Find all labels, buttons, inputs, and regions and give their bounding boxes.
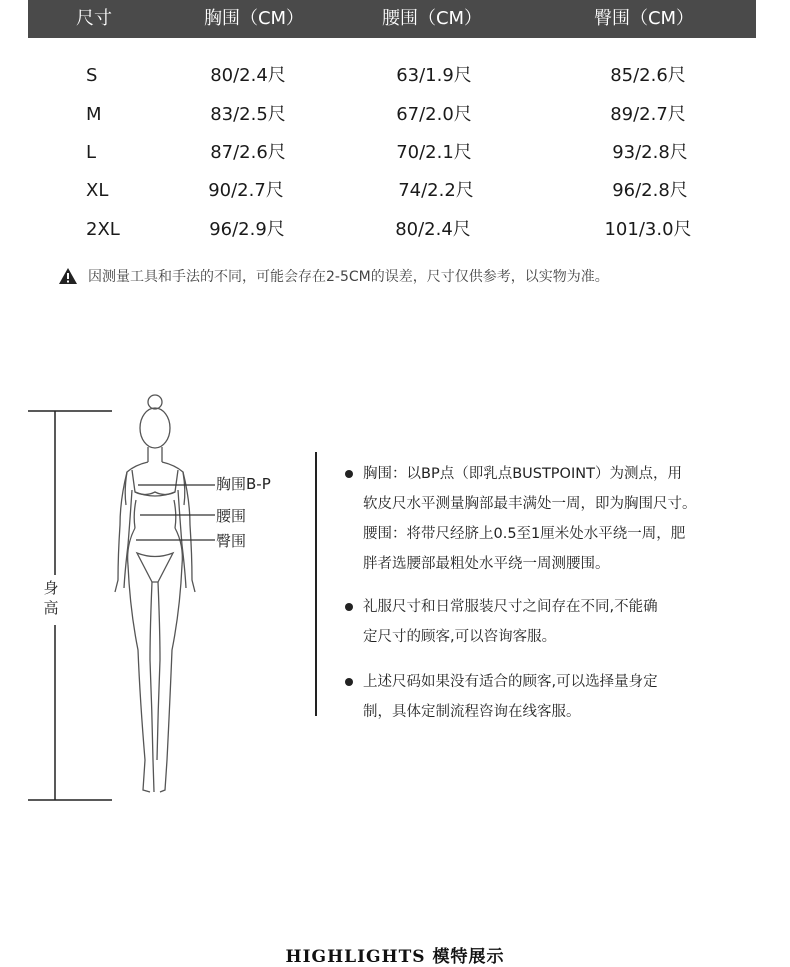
size-cell: M [86, 104, 102, 125]
info-text: 胸围：以BP点（即乳点BUSTPOINT）为测点，用 [363, 466, 682, 482]
header-bust: 胸围（CM） [203, 8, 305, 29]
size-cell: 2XL [86, 219, 120, 240]
header-size: 尺寸 [76, 8, 112, 29]
hip-cell: 85/2.6尺 [610, 65, 686, 86]
info-paragraph-measurement [345, 459, 697, 579]
info-text: 软皮尺水平测量胸部最丰满处一周，即为胸围尺寸。 [363, 496, 697, 512]
waist-cell: 80/2.4尺 [395, 219, 471, 240]
header-waist: 腰围（CM） [381, 8, 483, 29]
bust-cell: 80/2.4尺 [210, 65, 286, 86]
hip-cell: 93/2.8尺 [612, 142, 688, 163]
size-cell: S [86, 65, 98, 86]
warning-icon [58, 267, 78, 285]
size-cell: L [86, 142, 97, 163]
bust-cell: 90/2.7尺 [208, 180, 284, 201]
hip-cell: 101/3.0尺 [604, 219, 692, 240]
table-row [0, 134, 790, 172]
info-text: 礼服尺寸和日常服装尺寸之间存在不同,不能确 [363, 599, 658, 615]
table-row [0, 172, 790, 210]
measurement-note [58, 266, 609, 286]
info-text: 定尺寸的顾客,可以咨询客服。 [363, 629, 557, 645]
waist-label: 腰围 [216, 507, 247, 525]
table-row [0, 96, 790, 134]
size-table-header [28, 0, 756, 38]
waist-cell: 67/2.0尺 [396, 104, 472, 125]
table-row [0, 57, 790, 95]
hip-cell: 89/2.7尺 [610, 104, 686, 125]
info-text: 胖者选腰部最粗处水平绕一周测腰围。 [363, 556, 610, 572]
waist-cell: 74/2.2尺 [398, 180, 474, 201]
bullet-icon [345, 678, 353, 686]
bullet-icon [345, 470, 353, 478]
size-cell: XL [86, 180, 109, 201]
info-paragraph-size-difference [345, 592, 658, 652]
hip-label: 臀围 [216, 532, 247, 550]
bust-cell: 87/2.6尺 [210, 142, 286, 163]
bust-bp-label: 胸围B-P [216, 475, 271, 493]
table-row [0, 211, 790, 249]
bust-cell: 83/2.5尺 [210, 104, 286, 125]
hip-cell: 96/2.8尺 [612, 180, 688, 201]
bullet-icon [345, 603, 353, 611]
waist-cell: 70/2.1尺 [396, 142, 472, 163]
waist-cell: 63/1.9尺 [396, 65, 472, 86]
info-paragraph-custom [345, 667, 658, 727]
bust-cell: 96/2.9尺 [209, 219, 285, 240]
height-label: 身高 [43, 579, 59, 617]
header-hip: 臀围（CM） [593, 8, 695, 29]
divider-line [315, 452, 317, 716]
note-text: 因测量工具和手法的不同，可能会存在2-5CM的误差，尺寸仅供参考，以实物为准。 [88, 269, 609, 285]
info-text: 上述尺码如果没有适合的顾客,可以选择量身定 [363, 674, 658, 690]
info-text: 制，具体定制流程咨询在线客服。 [363, 704, 581, 720]
highlights-title: HIGHLIGHTS 模特展示 [285, 947, 505, 967]
info-text: 腰围：将带尺经脐上0.5至1厘米处水平绕一周，肥 [363, 526, 686, 542]
